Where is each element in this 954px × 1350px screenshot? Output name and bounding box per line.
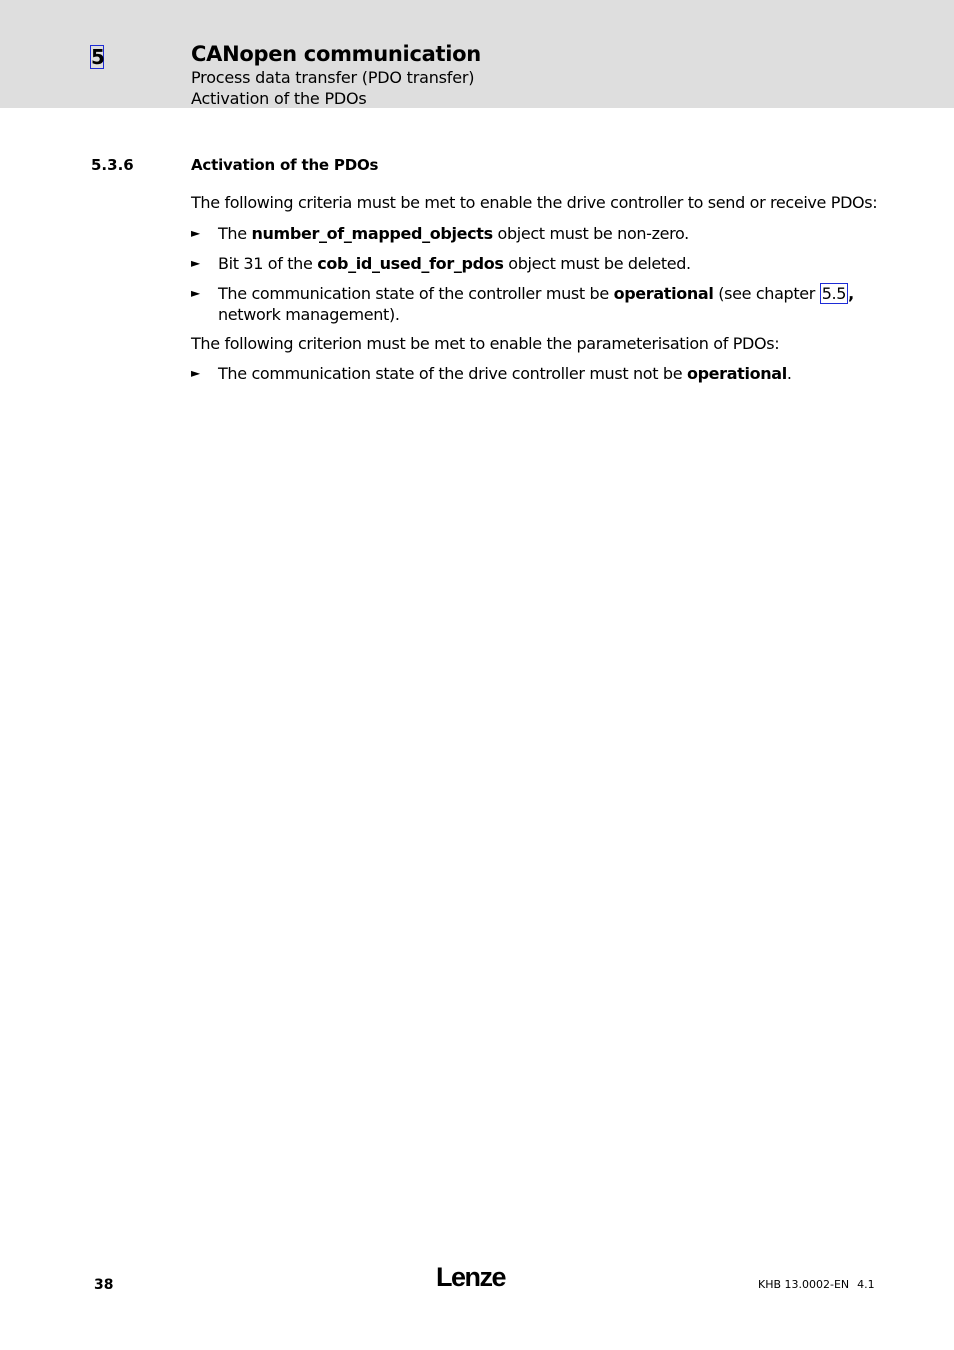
page-number: 38 <box>94 1277 114 1293</box>
bullet-arrow-icon: ► <box>191 226 200 240</box>
bullet-text: Bit 31 of the cob_id_used_for_pdos object must be deleted. <box>218 254 691 273</box>
bullet-arrow-icon: ► <box>191 366 200 380</box>
bullet-text: The communication state of the controller must be operational (see chapter 5.5 , network management). <box>218 284 854 324</box>
lenze-logo: Lenze <box>436 1262 506 1292</box>
header-subtitle-2: Activation of the PDOs <box>191 89 367 108</box>
intro-paragraph-2: The following criterion must be met to enable the parameterisation of PDOs: <box>191 334 780 353</box>
document-reference: KHB 13.0002-EN 4.1 <box>758 1278 875 1291</box>
section-number: 5.3.6 <box>91 156 134 174</box>
bullet-arrow-icon: ► <box>191 286 200 300</box>
bullet-arrow-icon: ► <box>191 256 200 270</box>
bullet-text: The number_of_mapped_objects object must be non-zero. <box>218 224 689 243</box>
intro-paragraph-1: The following criteria must be met to enable the drive controller to send or receive PDOs: <box>191 193 878 212</box>
bullet-text: The communication state of the drive controller must not be operational. <box>218 364 792 383</box>
chapter-title: CANopen communication <box>191 42 481 66</box>
chapter-number-link[interactable]: 5 <box>91 45 105 69</box>
header-subtitle-1: Process data transfer (PDO transfer) <box>191 68 475 87</box>
chapter-link[interactable]: 5.5 <box>821 284 847 303</box>
section-title: Activation of the PDOs <box>191 156 379 174</box>
